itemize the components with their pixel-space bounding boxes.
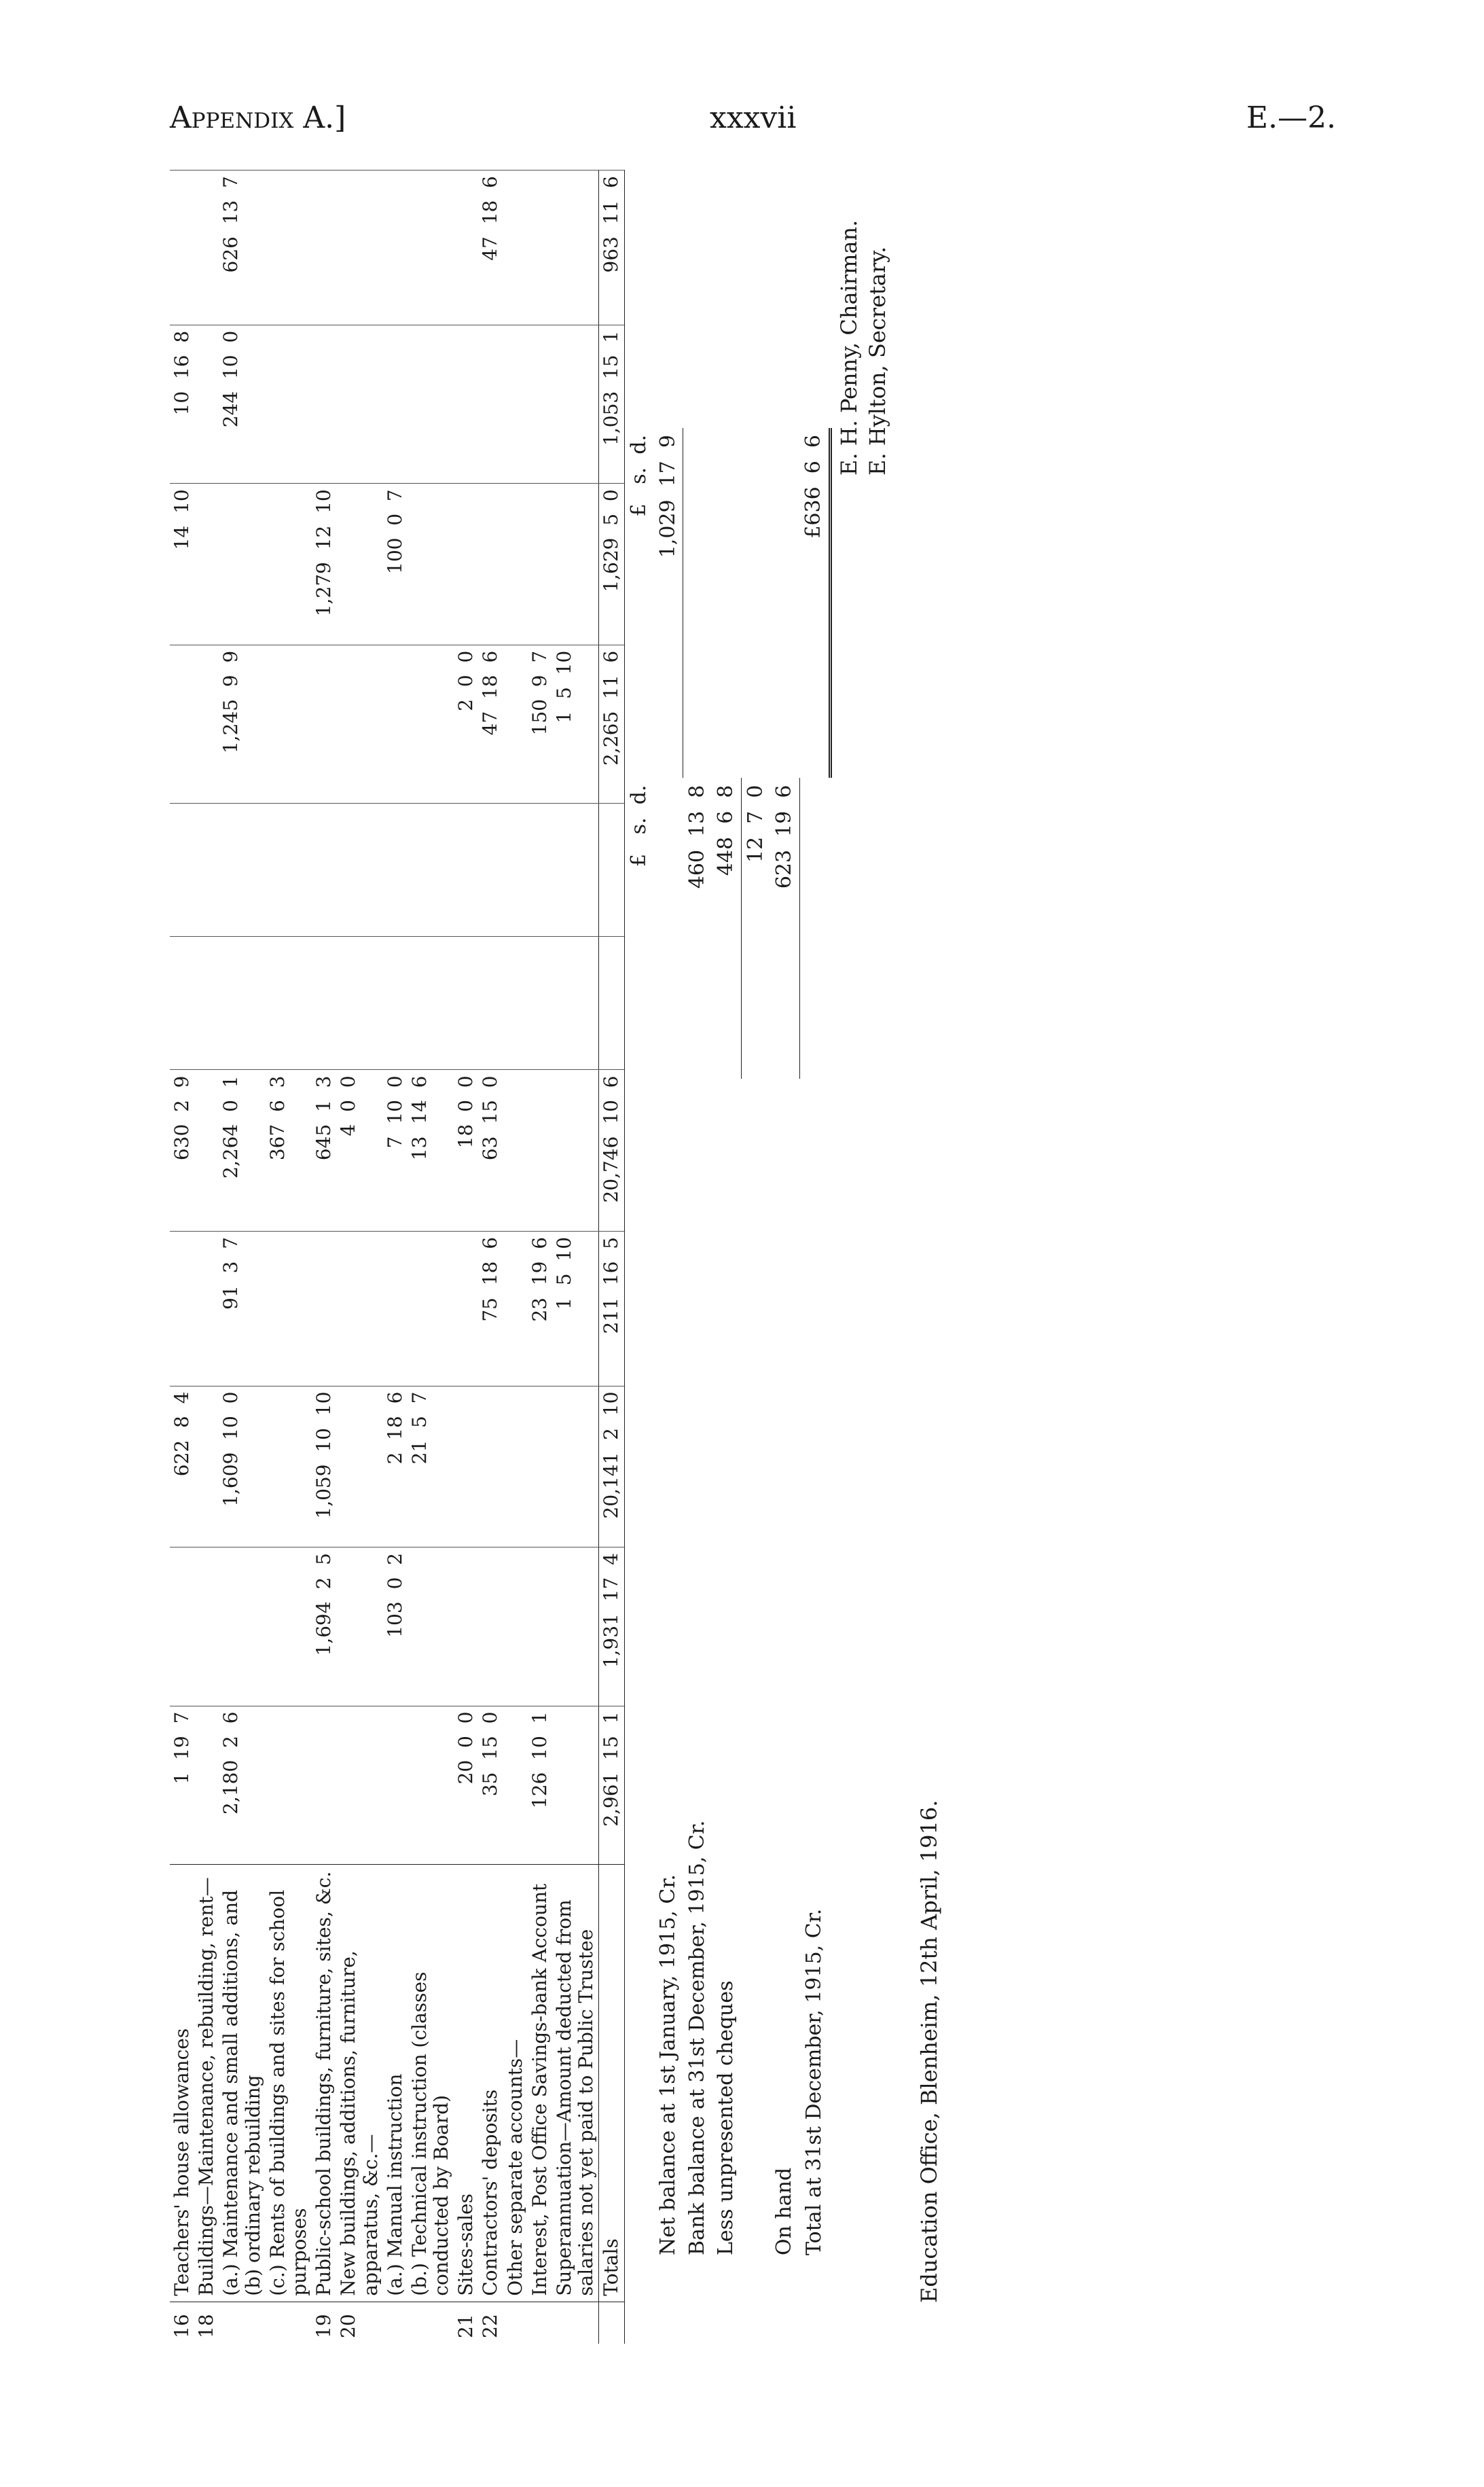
amount-cell [503, 804, 528, 937]
amount-cell [528, 804, 552, 937]
row-particulars: Interest, Post Office Savings-bank Account [528, 1865, 552, 2302]
amount-cell: 23 19 6 [528, 1231, 552, 1386]
amount-cell [266, 804, 312, 937]
row-particulars: Contractors' deposits [478, 1865, 503, 2302]
balance-heading-right: £ s. d. [627, 435, 651, 517]
amount-cell [194, 325, 219, 484]
amount-cell: 2 18 6 [383, 1386, 408, 1547]
amount-cell [454, 171, 478, 325]
amount-cell [528, 484, 552, 645]
amount-cell [478, 804, 503, 937]
amount-cell: 963 11 6 [599, 171, 624, 325]
amount-cell [454, 325, 478, 484]
total-cr-label: Total at 31st December, 1915, Cr. [802, 1908, 827, 2255]
amount-cell: 91 3 7 [219, 1231, 265, 1386]
amount-cell [312, 1231, 336, 1386]
amount-cell: 2,180 2 6 [219, 1706, 265, 1865]
amount-cell: 1 5 10 [552, 1231, 599, 1386]
balance-heading-left: £ s. d. [627, 785, 651, 867]
table-row [336, 171, 382, 2344]
amount-cell [336, 645, 382, 804]
amount-cell: 20,746 10 6 [599, 1070, 624, 1231]
amount-cell: 47 18 6 [478, 645, 503, 804]
amount-cell [266, 937, 312, 1070]
amount-cell: 244 10 0 [219, 325, 265, 484]
amount-cell: 1,609 10 0 [219, 1386, 265, 1547]
amount-cell [552, 325, 599, 484]
row-particulars: Totals [599, 1865, 624, 2302]
unpresented-cheques-value: 448 6 8 [712, 778, 741, 1078]
amount-cell [266, 171, 312, 325]
row-number [552, 2302, 599, 2344]
table-row [266, 171, 312, 2344]
amount-cell [336, 484, 382, 645]
signatures [835, 220, 892, 476]
amount-cell: 1,053 15 1 [599, 325, 624, 484]
accounts-table [170, 170, 625, 2344]
amount-cell [503, 1386, 528, 1547]
amount-cell [194, 171, 219, 325]
amount-cell [408, 1547, 454, 1706]
row-particulars: New buildings, additions, furniture, apparatus, &c.— [336, 1865, 382, 2302]
amount-cell [170, 1547, 194, 1706]
amount-cell [503, 1231, 528, 1386]
totals-row [599, 171, 624, 2344]
table-row [219, 171, 265, 2344]
amount-cell: 2 0 0 [454, 645, 478, 804]
row-particulars: Buildings—Maintenance, rebuilding, rent— [194, 1865, 219, 2302]
row-number: 20 [336, 2302, 382, 2344]
amount-cell [528, 171, 552, 325]
row-particulars: (a.) Manual instruction [383, 1865, 408, 2302]
amount-cell [194, 484, 219, 645]
amount-cell [170, 171, 194, 325]
amount-cell [312, 1706, 336, 1865]
amount-cell [383, 325, 408, 484]
amount-cell [408, 171, 454, 325]
amount-cell [408, 1231, 454, 1386]
amount-cell [194, 1070, 219, 1231]
amount-cell [528, 1386, 552, 1547]
bank-balance-label: Bank balance at 31st December, 1915, Cr. [685, 1820, 709, 2255]
amount-cell: 626 13 7 [219, 171, 265, 325]
amount-cell [408, 1706, 454, 1865]
amount-cell [408, 937, 454, 1070]
row-particulars: Teachers' house allowances [170, 1865, 194, 2302]
amount-cell: 100 0 7 [383, 484, 408, 645]
row-number: 16 [170, 2302, 194, 2344]
amount-cell: 103 0 2 [383, 1547, 408, 1706]
amount-cell: 2,961 15 1 [599, 1706, 624, 1865]
chairman-signature: E. H. Penny, Chairman. [836, 219, 862, 476]
amount-cell [503, 1547, 528, 1706]
amount-cell [383, 171, 408, 325]
amount-cell: 211 16 5 [599, 1231, 624, 1386]
amount-cell [478, 937, 503, 1070]
amount-cell [503, 484, 528, 645]
row-particulars: (c.) Rents of buildings and sites for school purposes [266, 1865, 312, 2302]
amount-cell [194, 1706, 219, 1865]
amount-cell [266, 1706, 312, 1865]
amount-cell: 1,931 17 4 [599, 1547, 624, 1706]
amount-cell [552, 171, 599, 325]
row-number [599, 2302, 624, 2344]
amount-cell: 35 15 0 [478, 1706, 503, 1865]
amount-cell [336, 1386, 382, 1547]
document-reference: E.—2. [1246, 101, 1337, 135]
amount-cell [194, 1231, 219, 1386]
amount-cell [599, 804, 624, 937]
amount-cell: 1,245 9 9 [219, 645, 265, 804]
rotated-statement [149, 170, 998, 2344]
amount-cell [383, 804, 408, 937]
net-balance-label: Net balance at 1st January, 1915, Cr. [655, 1874, 680, 2255]
secretary-signature: E. Hylton, Secretary. [864, 246, 890, 476]
amount-cell [408, 804, 454, 937]
amount-cell: 21 5 7 [408, 1386, 454, 1547]
amount-cell [194, 1386, 219, 1547]
amount-cell [219, 1547, 265, 1706]
amount-cell [170, 937, 194, 1070]
amount-cell [312, 804, 336, 937]
amount-cell: 75 18 6 [478, 1231, 503, 1386]
total-cr-value: £636 6 6 [799, 428, 830, 778]
table-row [383, 171, 408, 2344]
row-number: 21 [454, 2302, 478, 2344]
amount-cell [503, 1706, 528, 1865]
amount-cell [454, 1547, 478, 1706]
amount-cell [454, 484, 478, 645]
amount-cell [266, 484, 312, 645]
amount-cell [552, 1070, 599, 1231]
table-row [503, 171, 528, 2344]
row-particulars: (a.) Maintenance and small additions, and (b) ordinary rebuilding [219, 1865, 265, 2302]
amount-cell: 1 5 10 [552, 645, 599, 804]
amount-cell [503, 325, 528, 484]
table-row [528, 171, 552, 2344]
row-number: 22 [478, 2302, 503, 2344]
amount-cell [408, 645, 454, 804]
table-row [312, 171, 336, 2344]
amount-cell: 630 2 9 [170, 1070, 194, 1231]
amount-cell: 20,141 2 10 [599, 1386, 624, 1547]
net-balance-value: 1,029 17 9 [654, 428, 683, 778]
difference-value: 12 7 0 [743, 785, 767, 863]
amount-cell: 63 15 0 [478, 1070, 503, 1231]
amount-cell [503, 937, 528, 1070]
amount-cell [312, 171, 336, 325]
amount-cell: 150 9 7 [528, 645, 552, 804]
amount-cell [454, 937, 478, 1070]
page-section-label: Appendix A.] [170, 101, 346, 135]
amount-cell [194, 804, 219, 937]
amount-cell [478, 1386, 503, 1547]
amount-cell [528, 1070, 552, 1231]
amount-cell [599, 937, 624, 1070]
amount-cell: 47 18 6 [478, 171, 503, 325]
amount-cell [266, 325, 312, 484]
amount-cell [503, 1070, 528, 1231]
amount-cell [219, 804, 265, 937]
amount-cell [336, 1706, 382, 1865]
amount-cell [336, 937, 382, 1070]
amount-cell [219, 484, 265, 645]
amount-cell [312, 325, 336, 484]
amount-cell [552, 804, 599, 937]
row-particulars: Public-school buildings, furniture, sites, &c. [312, 1865, 336, 2302]
table-row [454, 171, 478, 2344]
amount-cell [170, 645, 194, 804]
amount-cell [454, 1231, 478, 1386]
amount-cell [503, 171, 528, 325]
row-number [408, 2302, 454, 2344]
amount-cell [552, 1386, 599, 1547]
table-row [408, 171, 454, 2344]
amount-cell [552, 937, 599, 1070]
amount-cell [194, 1547, 219, 1706]
amount-cell [194, 937, 219, 1070]
row-particulars: Other separate accounts— [503, 1865, 528, 2302]
amount-cell: 13 14 6 [408, 1070, 454, 1231]
amount-cell: 14 10 [170, 484, 194, 645]
amount-cell [336, 1231, 382, 1386]
amount-cell [528, 937, 552, 1070]
amount-cell [552, 1547, 599, 1706]
amount-cell [478, 325, 503, 484]
unpresented-cheques-label: Less unpresented cheques [714, 1980, 738, 2255]
amount-cell [336, 804, 382, 937]
amount-cell: 1,279 12 10 [312, 484, 336, 645]
row-number [266, 2302, 312, 2344]
amount-cell: 20 0 0 [454, 1706, 478, 1865]
amount-cell: 18 0 0 [454, 1070, 478, 1231]
amount-cell [266, 645, 312, 804]
amount-cell [408, 484, 454, 645]
amount-cell [478, 1547, 503, 1706]
amount-cell [503, 645, 528, 804]
on-hand-label: On hand [772, 2167, 797, 2255]
amount-cell: 622 8 4 [170, 1386, 194, 1547]
row-number: 18 [194, 2302, 219, 2344]
amount-cell: 1,629 5 0 [599, 484, 624, 645]
amount-cell [552, 1706, 599, 1865]
amount-cell [454, 1386, 478, 1547]
amount-cell [383, 1231, 408, 1386]
amount-cell [312, 645, 336, 804]
amount-cell [336, 325, 382, 484]
amount-cell [170, 1231, 194, 1386]
amount-cell: 645 1 3 [312, 1070, 336, 1231]
amount-cell: 7 10 0 [383, 1070, 408, 1231]
amount-cell [266, 1547, 312, 1706]
amount-cell [552, 484, 599, 645]
amount-cell: 126 10 1 [528, 1706, 552, 1865]
row-particulars: Superannuation—Amount deducted from salaries not yet paid to Public Trustee [552, 1865, 599, 2302]
page-number: xxxvii [710, 101, 797, 135]
table-row [478, 171, 503, 2344]
amount-cell [478, 484, 503, 645]
table-row [552, 171, 599, 2344]
amount-cell: 1,059 10 10 [312, 1386, 336, 1547]
amount-cell [528, 325, 552, 484]
amount-cell: 2,264 0 1 [219, 1070, 265, 1231]
amount-cell [336, 171, 382, 325]
row-number [383, 2302, 408, 2344]
amount-cell [383, 1706, 408, 1865]
amount-cell: 10 16 8 [170, 325, 194, 484]
amount-cell [454, 804, 478, 937]
amount-cell [170, 804, 194, 937]
bank-balance-value: 460 13 8 [685, 785, 709, 889]
amount-cell [408, 325, 454, 484]
row-number: 19 [312, 2302, 336, 2344]
amount-cell [336, 1547, 382, 1706]
amount-cell: 367 6 3 [266, 1070, 312, 1231]
row-particulars: Sites-sales [454, 1865, 478, 2302]
table-row [194, 171, 219, 2344]
amount-cell [266, 1231, 312, 1386]
amount-cell [383, 937, 408, 1070]
row-particulars: (b.) Technical instruction (classes conducted by Board) [408, 1865, 454, 2302]
amount-cell [312, 937, 336, 1070]
amount-cell [266, 1386, 312, 1547]
amount-cell: 2,265 11 6 [599, 645, 624, 804]
balance-summary [625, 428, 832, 2262]
amount-cell [219, 937, 265, 1070]
amount-cell: 1,694 2 5 [312, 1547, 336, 1706]
table-row [170, 171, 194, 2344]
amount-cell [383, 645, 408, 804]
accounts-table-body [170, 171, 624, 2344]
amount-cell [528, 1547, 552, 1706]
row-number [503, 2302, 528, 2344]
amount-cell: 1 19 7 [170, 1706, 194, 1865]
amount-cell: 4 0 0 [336, 1070, 382, 1231]
row-number [219, 2302, 265, 2344]
on-hand-value: 623 19 6 [770, 778, 799, 1078]
row-number [528, 2302, 552, 2344]
place-date: Education Office, Blenheim, 12th April, 1916. [916, 1800, 942, 2303]
amount-cell [194, 645, 219, 804]
